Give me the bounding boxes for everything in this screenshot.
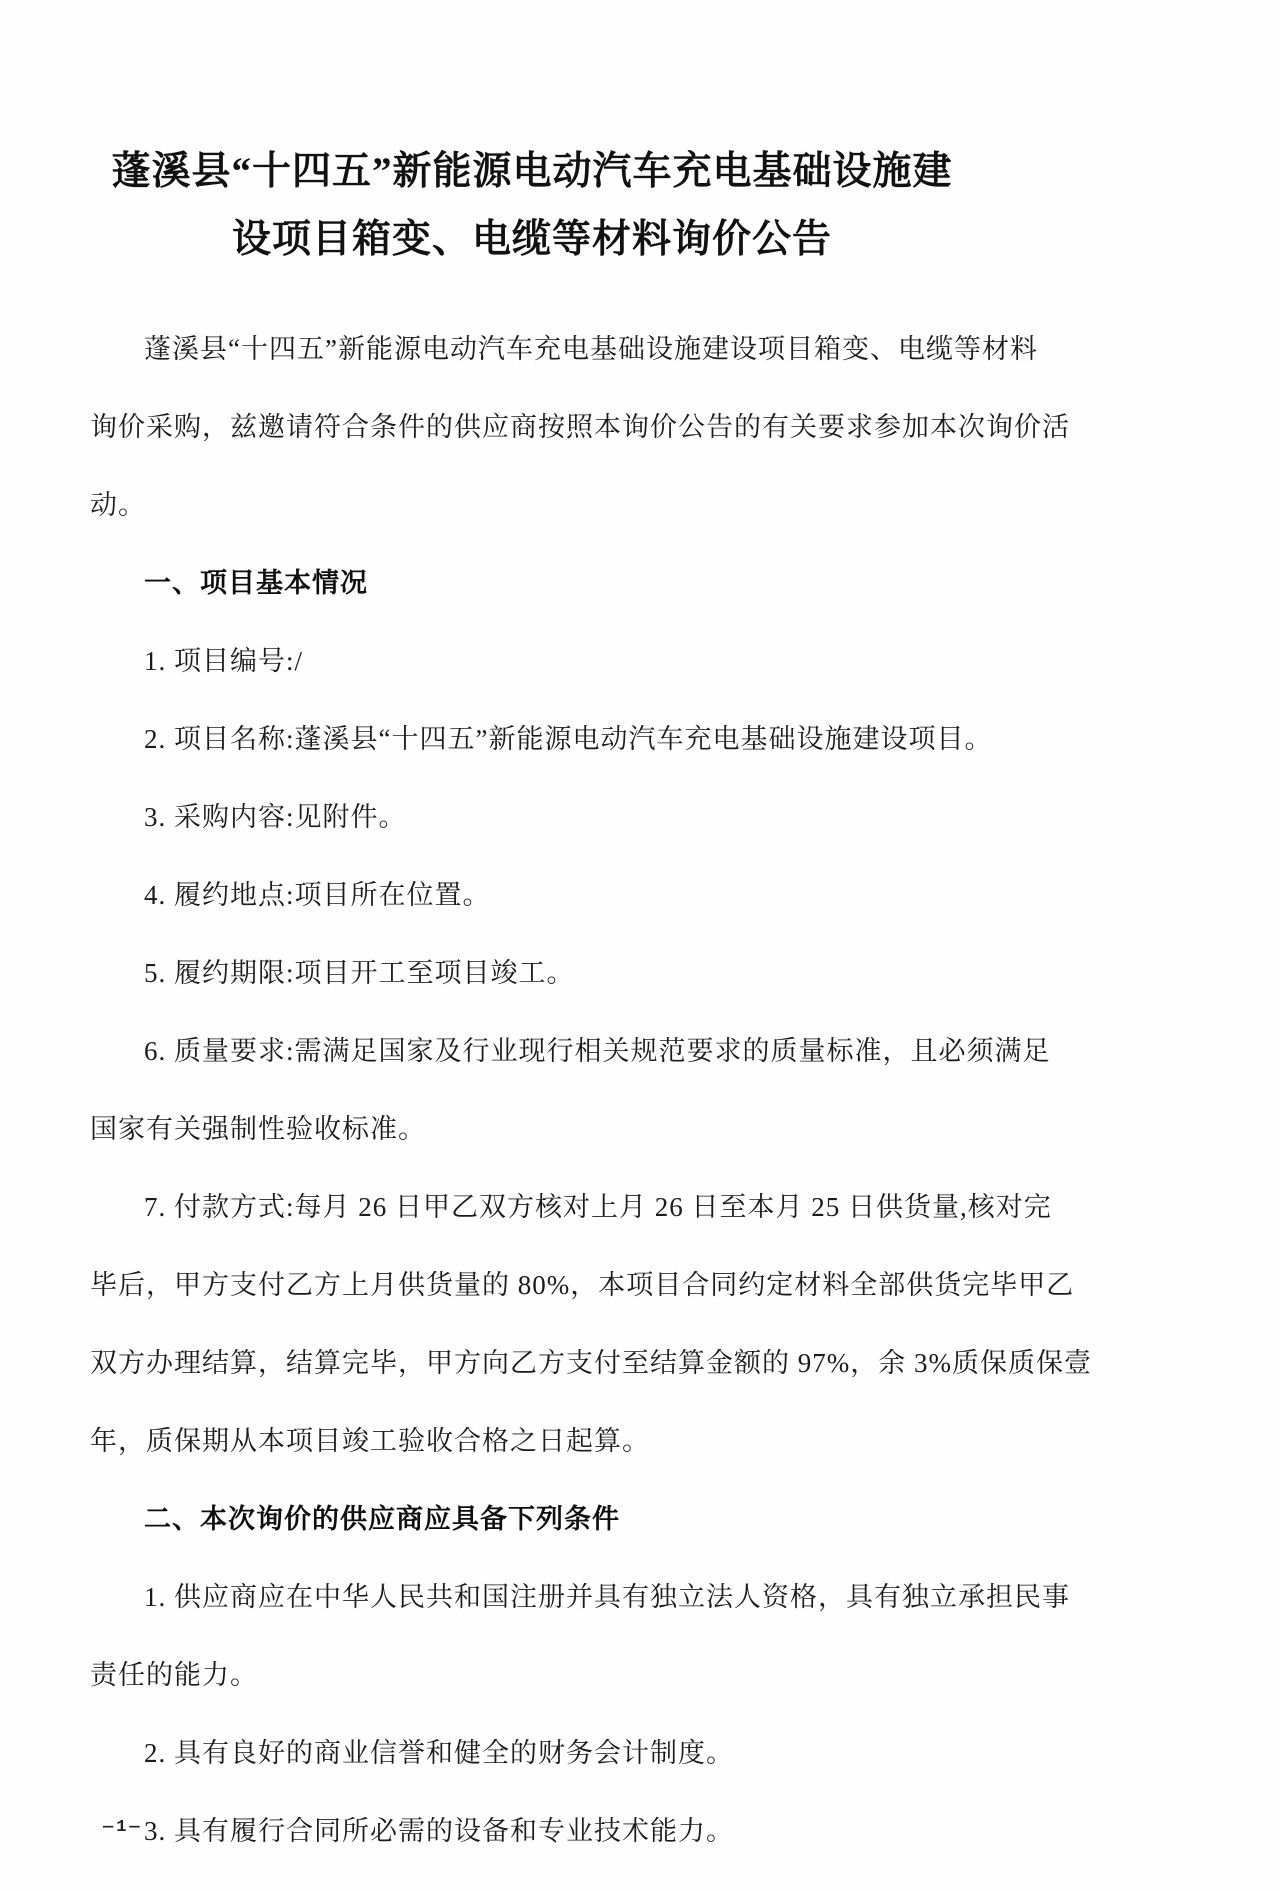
- section-1-item-2: 2. 项目名称:蓬溪县“十四五”新能源电动汽车充电基础设施建设项目。: [144, 724, 993, 754]
- section-1-item-1: 1. 项目编号:/: [144, 646, 304, 676]
- title-line-2: 设项目箱变、电缆等材料询价公告: [231, 218, 832, 261]
- section-2-heading: 二、本次询价的供应商应具备下列条件: [144, 1504, 620, 1534]
- document-title: [90, 138, 974, 274]
- intro-line-3: 动。: [90, 490, 146, 520]
- intro-line-2: 询价采购，兹邀请符合条件的供应商按照本询价公告的有关要求参加本次询价活: [90, 412, 1070, 442]
- section-2-item-2: 2. 具有良好的商业信誉和健全的财务会计制度。: [144, 1738, 734, 1768]
- title-line-1: 蓬溪县“十四五”新能源电动汽车充电基础设施建: [111, 150, 953, 193]
- intro-line-1: 蓬溪县“十四五”新能源电动汽车充电基础设施建设项目箱变、电缆等材料: [144, 334, 1038, 364]
- intro-paragraph: [90, 310, 1070, 544]
- section-1-item-7-line-2: 毕后，甲方支付乙方上月供货量的 80%，本项目合同约定材料全部供货完毕甲乙: [90, 1270, 1075, 1300]
- section-2-item-3: 3. 具有履行合同所必需的设备和专业技术能力。: [144, 1816, 734, 1846]
- section-2: [90, 1480, 1070, 1870]
- section-1: [90, 544, 1092, 1480]
- section-1-item-4: 4. 履约地点:项目所在位置。: [144, 880, 491, 910]
- section-1-item-3: 3. 采购内容:见附件。: [144, 802, 407, 832]
- section-1-item-7-line-3: 双方办理结算，结算完毕，甲方向乙方支付至结算金额的 97%，余 3%质保质保壹: [90, 1348, 1092, 1378]
- section-1-heading: 一、项目基本情况: [144, 568, 368, 598]
- section-1-item-6-line-1: 6. 质量要求:需满足国家及行业现行相关规范要求的质量标准，且必须满足: [144, 1036, 1051, 1066]
- section-1-item-7-line-1: 7. 付款方式:每月 26 日甲乙双方核对上月 26 日至本月 25 日供货量,核对完: [144, 1192, 1052, 1222]
- section-2-item-1-line-2: 责任的能力。: [90, 1660, 258, 1690]
- page-number: —1—: [103, 1818, 143, 1837]
- section-1-item-7-line-4: 年，质保期从本项目竣工验收合格之日起算。: [90, 1426, 650, 1456]
- document-content: [90, 138, 1092, 1870]
- section-1-item-6-line-2: 国家有关强制性验收标准。: [90, 1114, 426, 1144]
- section-2-item-1-line-1: 1. 供应商应在中华人民共和国注册并具有独立法人资格，具有独立承担民事: [144, 1582, 1070, 1612]
- section-1-item-5: 5. 履约期限:项目开工至项目竣工。: [144, 958, 575, 988]
